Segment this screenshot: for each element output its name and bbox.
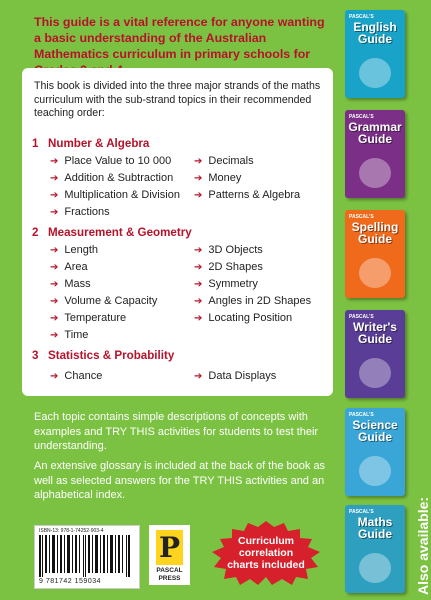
strand-3-title: 3 Statistics & Probability bbox=[32, 349, 175, 362]
arrow-icon: ➔ bbox=[50, 262, 59, 273]
topic-item: ➔ Fractions bbox=[50, 206, 110, 218]
topic-item: ➔ Volume & Capacity bbox=[50, 295, 158, 307]
topic-item: ➔ Multiplication & Division bbox=[50, 189, 180, 201]
arrow-icon: ➔ bbox=[50, 173, 59, 184]
topic-item: ➔ Addition & Subtraction bbox=[50, 172, 174, 184]
contents-panel bbox=[22, 68, 333, 396]
arrow-icon: ➔ bbox=[194, 279, 203, 290]
strand-1-title: 1 Number & Algebra bbox=[32, 137, 150, 150]
cover-illustration bbox=[359, 456, 391, 486]
arrow-icon: ➔ bbox=[194, 245, 203, 256]
arrow-icon: ➔ bbox=[50, 330, 59, 341]
arrow-icon: ➔ bbox=[194, 296, 203, 307]
barcode bbox=[34, 525, 140, 589]
cover-illustration bbox=[359, 553, 391, 583]
isbn-text: ISBN-13: 978-1-74252-903-4 bbox=[39, 528, 104, 534]
publisher-logo bbox=[149, 525, 190, 585]
book-writers-guide: PASCAL'S Writer's Guide bbox=[345, 310, 405, 398]
topic-item: ➔ Decimals bbox=[194, 155, 254, 167]
topic-item: ➔ Time bbox=[50, 329, 89, 341]
topic-item: ➔ Mass bbox=[50, 278, 91, 290]
book-grammar-guide: PASCAL'S Grammar Guide bbox=[345, 110, 405, 198]
arrow-icon: ➔ bbox=[50, 207, 59, 218]
strand-2-title: 2 Measurement & Geometry bbox=[32, 226, 192, 239]
topic-item: ➔ Length bbox=[50, 244, 99, 256]
glossary-paragraph: An extensive glossary is included at the back of the book as well as selected answers for the TRY THIS activities and an alphabetical index. bbox=[34, 460, 326, 501]
topic-item: ➔ Temperature bbox=[50, 312, 127, 324]
barcode-number: 9 781742 159034 bbox=[39, 578, 101, 585]
publisher-name: PASCAL PRESS bbox=[156, 567, 183, 582]
arrow-icon: ➔ bbox=[194, 190, 203, 201]
description-paragraph: Each topic contains simple descriptions of concepts with examples and TRY THIS activities for students to test their understanding. bbox=[34, 411, 319, 452]
topic-item: ➔ 3D Objects bbox=[194, 244, 263, 256]
topic-item: ➔ Symmetry bbox=[194, 278, 258, 290]
publisher-mark: P bbox=[156, 530, 183, 565]
topic-item: ➔ Chance bbox=[50, 370, 103, 382]
topic-item: ➔ Angles in 2D Shapes bbox=[194, 295, 312, 307]
book-spelling-guide: PASCAL'S Spelling Guide bbox=[345, 210, 405, 298]
cover-illustration bbox=[359, 358, 391, 388]
arrow-icon: ➔ bbox=[50, 279, 59, 290]
topic-item: ➔ Area bbox=[50, 261, 88, 273]
arrow-icon: ➔ bbox=[194, 173, 203, 184]
also-available-label: Also available: bbox=[415, 496, 431, 595]
arrow-icon: ➔ bbox=[50, 156, 59, 167]
arrow-icon: ➔ bbox=[194, 371, 203, 382]
topic-item: ➔ Data Displays bbox=[194, 370, 277, 382]
cover-illustration bbox=[359, 158, 391, 188]
book-science-guide: PASCAL'S Science Guide bbox=[345, 408, 405, 496]
barcode-bars bbox=[39, 535, 135, 577]
arrow-icon: ➔ bbox=[50, 313, 59, 324]
book-english-guide: PASCAL'S English Guide bbox=[345, 10, 405, 98]
arrow-icon: ➔ bbox=[50, 245, 59, 256]
cover-illustration bbox=[359, 258, 391, 288]
arrow-icon: ➔ bbox=[194, 156, 203, 167]
arrow-icon: ➔ bbox=[50, 296, 59, 307]
cover-illustration bbox=[359, 58, 391, 88]
book-maths-guide: PASCAL'S Maths Guide bbox=[345, 505, 405, 593]
topic-item: ➔ 2D Shapes bbox=[194, 261, 263, 273]
topic-item: ➔ Money bbox=[194, 172, 242, 184]
panel-intro: This book is divided into the three major strands of the maths curriculum with the sub-strand topics in their recommended teaching order: bbox=[34, 80, 321, 119]
arrow-icon: ➔ bbox=[50, 371, 59, 382]
arrow-icon: ➔ bbox=[194, 262, 203, 273]
arrow-icon: ➔ bbox=[194, 313, 203, 324]
topic-item: ➔ Locating Position bbox=[194, 312, 293, 324]
topic-item: ➔ Patterns & Algebra bbox=[194, 189, 301, 201]
topic-item: ➔ Place Value to 10 000 bbox=[50, 155, 172, 167]
badge-text: Curriculum correlation charts included bbox=[227, 535, 305, 571]
arrow-icon: ➔ bbox=[50, 190, 59, 201]
intro-text: This guide is a vital reference for anyone wanting a basic understanding of the Australian Mathematics curriculum in primary schools for bbox=[34, 15, 325, 61]
